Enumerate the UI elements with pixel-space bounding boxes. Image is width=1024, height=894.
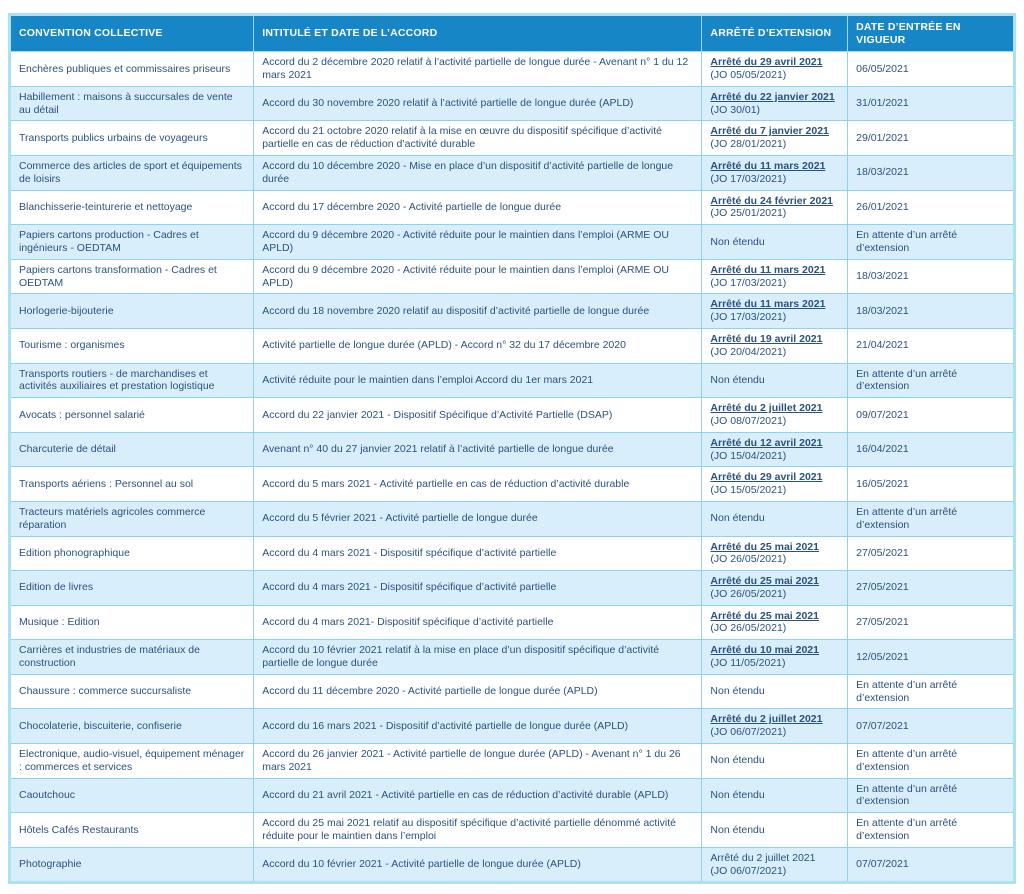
intitule-cell: Accord du 10 décembre 2020 - Mise en place d’un dispositif d’activité partielle de longue durée bbox=[254, 155, 702, 190]
convention-cell: Musique : Edition bbox=[10, 605, 254, 640]
table-row bbox=[10, 259, 1015, 294]
intitule-cell: Accord du 10 février 2021 relatif à la mise en place d’un dispositif spécifique d’activité partielle de longue durée bbox=[254, 640, 702, 675]
convention-cell: Charcuterie de détail bbox=[10, 432, 254, 467]
intitule-cell: Accord du 4 mars 2021 - Dispositif spécifique d’activité partielle bbox=[254, 536, 702, 571]
arrete-cell bbox=[702, 190, 848, 225]
table-row bbox=[10, 294, 1015, 329]
arrete-text: Non étendu bbox=[710, 685, 765, 698]
jo-publication-date: (JO 06/07/2021) bbox=[710, 864, 787, 877]
table-row bbox=[10, 847, 1015, 883]
convention-cell: Transports aériens : Personnel au sol bbox=[10, 467, 254, 502]
arrete-cell bbox=[702, 121, 848, 156]
date-vigueur-cell: En attente d’un arrêté d’extension bbox=[848, 813, 1015, 848]
date-vigueur-cell: 06/05/2021 bbox=[848, 52, 1015, 87]
jo-publication-date: (JO 17/03/2021) bbox=[710, 311, 787, 324]
arrete-link[interactable]: Arrêté du 10 mai 2021 bbox=[710, 644, 819, 657]
arrete-link[interactable]: Arrêté du 25 mai 2021 bbox=[710, 540, 819, 553]
arrete-cell bbox=[702, 744, 848, 779]
date-vigueur-cell: 27/05/2021 bbox=[848, 571, 1015, 606]
intitule-cell: Accord du 26 janvier 2021 - Activité partielle de longue durée (APLD) - Avenant n° 1 du 26 mars 2021 bbox=[254, 744, 702, 779]
intitule-cell: Activité réduite pour le maintien dans l’emploi Accord du 1er mars 2021 bbox=[254, 363, 702, 398]
arrete-link[interactable]: Arrêté du 29 avril 2021 bbox=[710, 471, 823, 484]
arrete-cell bbox=[702, 709, 848, 744]
jo-publication-date: (JO 25/01/2021) bbox=[710, 207, 787, 220]
table-row bbox=[10, 225, 1015, 260]
date-vigueur-cell: En attente d’un arrêté d’extension bbox=[848, 501, 1015, 536]
arrete-text: Arrêté du 2 juillet 2021 bbox=[710, 851, 816, 864]
convention-cell: Tracteurs matériels agricoles commerce réparation bbox=[10, 501, 254, 536]
table-row bbox=[10, 536, 1015, 571]
intitule-cell: Accord du 22 janvier 2021 - Dispositif Spécifique d’Activité Partielle (DSAP) bbox=[254, 398, 702, 433]
jo-publication-date: (JO 17/03/2021) bbox=[710, 276, 787, 289]
date-vigueur-cell: 27/05/2021 bbox=[848, 536, 1015, 571]
arrete-cell bbox=[702, 328, 848, 363]
date-vigueur-cell: 29/01/2021 bbox=[848, 121, 1015, 156]
arrete-link[interactable]: Arrêté du 22 janvier 2021 bbox=[710, 90, 835, 103]
convention-cell: Chaussure : commerce succursaliste bbox=[10, 674, 254, 709]
table-row bbox=[10, 121, 1015, 156]
arrete-cell bbox=[702, 363, 848, 398]
arrete-text: Non étendu bbox=[710, 823, 765, 836]
date-vigueur-cell: 27/05/2021 bbox=[848, 605, 1015, 640]
convention-cell: Edition phonographique bbox=[10, 536, 254, 571]
intitule-cell: Accord du 5 mars 2021 - Activité partielle en cas de réduction d’activité durable bbox=[254, 467, 702, 502]
arrete-link[interactable]: Arrêté du 19 avril 2021 bbox=[710, 332, 823, 345]
table-row bbox=[10, 501, 1015, 536]
convention-cell: Papiers cartons production - Cadres et ingénieurs - OEDTAM bbox=[10, 225, 254, 260]
jo-publication-date: (JO 06/07/2021) bbox=[710, 726, 787, 739]
convention-cell: Tourisme : organismes bbox=[10, 328, 254, 363]
jo-publication-date: (JO 15/04/2021) bbox=[710, 449, 787, 462]
convention-cell: Avocats : personnel salarié bbox=[10, 398, 254, 433]
intitule-cell: Accord du 21 octobre 2020 relatif à la mise en œuvre du dispositif spécifique d’activité partielle en cas de réduction d’activité durable bbox=[254, 121, 702, 156]
table-row bbox=[10, 432, 1015, 467]
date-vigueur-cell: 07/07/2021 bbox=[848, 847, 1015, 883]
date-vigueur-cell: 09/07/2021 bbox=[848, 398, 1015, 433]
arrete-cell bbox=[702, 467, 848, 502]
jo-publication-date: (JO 28/01/2021) bbox=[710, 138, 787, 151]
intitule-cell: Accord du 9 décembre 2020 - Activité réduite pour le maintien dans l’emploi (ARME OU APLD) bbox=[254, 259, 702, 294]
intitule-cell: Accord du 11 décembre 2020 - Activité partielle de longue durée (APLD) bbox=[254, 674, 702, 709]
table-row bbox=[10, 52, 1015, 87]
jo-publication-date: (JO 17/03/2021) bbox=[710, 172, 787, 185]
jo-publication-date: (JO 08/07/2021) bbox=[710, 414, 787, 427]
date-vigueur-cell: 18/03/2021 bbox=[848, 259, 1015, 294]
table-row bbox=[10, 744, 1015, 779]
arrete-link[interactable]: Arrêté du 2 juillet 2021 bbox=[710, 713, 823, 726]
arrete-cell bbox=[702, 813, 848, 848]
arrete-link[interactable]: Arrêté du 11 mars 2021 bbox=[710, 159, 826, 172]
column-header-convention-collective: CONVENTION COLLECTIVE bbox=[10, 15, 254, 52]
conventions-table bbox=[8, 13, 1016, 884]
intitule-cell: Accord du 4 mars 2021- Dispositif spécifique d’activité partielle bbox=[254, 605, 702, 640]
convention-cell: Transports routiers - de marchandises et activités auxiliaires et prestation logistique bbox=[10, 363, 254, 398]
date-vigueur-cell: En attente d’un arrêté d’extension bbox=[848, 225, 1015, 260]
arrete-cell bbox=[702, 778, 848, 813]
convention-cell: Caoutchouc bbox=[10, 778, 254, 813]
column-header-intitule-accord: INTITULÉ ET DATE DE L’ACCORD bbox=[254, 15, 702, 52]
table-row bbox=[10, 190, 1015, 225]
jo-publication-date: (JO 26/05/2021) bbox=[710, 553, 787, 566]
date-vigueur-cell: 18/03/2021 bbox=[848, 155, 1015, 190]
date-vigueur-cell: En attente d’un arrêté d’extension bbox=[848, 778, 1015, 813]
date-vigueur-cell: 07/07/2021 bbox=[848, 709, 1015, 744]
arrete-link[interactable]: Arrêté du 25 mai 2021 bbox=[710, 609, 819, 622]
table-row bbox=[10, 363, 1015, 398]
table-row bbox=[10, 328, 1015, 363]
arrete-cell bbox=[702, 155, 848, 190]
arrete-cell bbox=[702, 86, 848, 121]
intitule-cell: Accord du 18 novembre 2020 relatif au dispositif d’activité partielle de longue durée bbox=[254, 294, 702, 329]
arrete-cell bbox=[702, 432, 848, 467]
arrete-cell bbox=[702, 259, 848, 294]
arrete-cell bbox=[702, 398, 848, 433]
date-vigueur-cell: 18/03/2021 bbox=[848, 294, 1015, 329]
table-row bbox=[10, 674, 1015, 709]
table-row bbox=[10, 155, 1015, 190]
arrete-text: Non étendu bbox=[710, 754, 765, 767]
arrete-cell bbox=[702, 536, 848, 571]
convention-cell: Blanchisserie-teinturerie et nettoyage bbox=[10, 190, 254, 225]
intitule-cell: Accord du 4 mars 2021 - Dispositif spécifique d’activité partielle bbox=[254, 571, 702, 606]
date-vigueur-cell: 21/04/2021 bbox=[848, 328, 1015, 363]
arrete-cell bbox=[702, 225, 848, 260]
table-row bbox=[10, 398, 1015, 433]
arrete-cell bbox=[702, 294, 848, 329]
table-header-row bbox=[10, 15, 1015, 52]
intitule-cell: Accord du 25 mai 2021 relatif au dispositif spécifique d’activité partielle dénommé activité réduite pour le maintien dans l’emploi bbox=[254, 813, 702, 848]
intitule-cell: Avenant n° 40 du 27 janvier 2021 relatif à l’activité partielle de longue durée bbox=[254, 432, 702, 467]
intitule-cell: Accord du 9 décembre 2020 - Activité réduite pour le maintien dans l’emploi (ARME OU APLD) bbox=[254, 225, 702, 260]
jo-publication-date: (JO 30/01) bbox=[710, 103, 761, 116]
jo-publication-date: (JO 26/05/2021) bbox=[710, 587, 787, 600]
arrete-link[interactable]: Arrêté du 12 avril 2021 bbox=[710, 436, 823, 449]
table-row bbox=[10, 605, 1015, 640]
intitule-cell: Accord du 2 décembre 2020 relatif à l’activité partielle de longue durée - Avenant n° 1 du 12 mars 2021 bbox=[254, 52, 702, 87]
convention-cell: Edition de livres bbox=[10, 571, 254, 606]
arrete-cell bbox=[702, 52, 848, 87]
convention-cell: Papiers cartons transformation - Cadres et OEDTAM bbox=[10, 259, 254, 294]
column-header-date-vigueur: DATE D’ENTRÉE EN VIGUEUR bbox=[848, 15, 1015, 52]
intitule-cell: Accord du 30 novembre 2020 relatif à l’activité partielle de longue durée (APLD) bbox=[254, 86, 702, 121]
jo-publication-date: (JO 15/05/2021) bbox=[710, 484, 787, 497]
convention-cell: Chocolaterie, biscuiterie, confiserie bbox=[10, 709, 254, 744]
intitule-cell: Accord du 10 février 2021 - Activité partielle de longue durée (APLD) bbox=[254, 847, 702, 883]
arrete-cell bbox=[702, 640, 848, 675]
arrete-cell bbox=[702, 674, 848, 709]
date-vigueur-cell: En attente d’un arrêté d’extension bbox=[848, 744, 1015, 779]
date-vigueur-cell: En attente d’un arrêté d’extension bbox=[848, 363, 1015, 398]
convention-cell: Hôtels Cafés Restaurants bbox=[10, 813, 254, 848]
table-row bbox=[10, 86, 1015, 121]
arrete-text: Non étendu bbox=[710, 373, 765, 386]
convention-cell: Horlogerie-bijouterie bbox=[10, 294, 254, 329]
table-row bbox=[10, 640, 1015, 675]
arrete-cell bbox=[702, 847, 848, 883]
arrete-cell bbox=[702, 501, 848, 536]
intitule-cell: Accord du 21 avril 2021 - Activité partielle en cas de réduction d’activité durable (APLD) bbox=[254, 778, 702, 813]
convention-cell: Commerce des articles de sport et équipements de loisirs bbox=[10, 155, 254, 190]
arrete-link[interactable]: Arrêté du 11 mars 2021 bbox=[710, 263, 826, 276]
intitule-cell: Accord du 17 décembre 2020 - Activité partielle de longue durée bbox=[254, 190, 702, 225]
arrete-cell bbox=[702, 605, 848, 640]
table-row bbox=[10, 778, 1015, 813]
convention-cell: Habillement : maisons à succursales de vente au détail bbox=[10, 86, 254, 121]
arrete-link[interactable]: Arrêté du 29 avril 2021 bbox=[710, 56, 823, 69]
convention-cell: Enchères publiques et commissaires priseurs bbox=[10, 52, 254, 87]
date-vigueur-cell: 31/01/2021 bbox=[848, 86, 1015, 121]
jo-publication-date: (JO 20/04/2021) bbox=[710, 345, 787, 358]
convention-cell: Electronique, audio-visuel, équipement ménager : commerces et services bbox=[10, 744, 254, 779]
table-row bbox=[10, 813, 1015, 848]
arrete-link[interactable]: Arrêté du 7 janvier 2021 bbox=[710, 125, 829, 138]
date-vigueur-cell: 26/01/2021 bbox=[848, 190, 1015, 225]
date-vigueur-cell: 16/04/2021 bbox=[848, 432, 1015, 467]
date-vigueur-cell: 12/05/2021 bbox=[848, 640, 1015, 675]
convention-cell: Transports publics urbains de voyageurs bbox=[10, 121, 254, 156]
table-row bbox=[10, 709, 1015, 744]
arrete-link[interactable]: Arrêté du 11 mars 2021 bbox=[710, 298, 826, 311]
intitule-cell: Accord du 16 mars 2021 - Dispositif d’activité partielle de longue durée (APLD) bbox=[254, 709, 702, 744]
arrete-text: Non étendu bbox=[710, 512, 765, 525]
intitule-cell: Accord du 5 février 2021 - Activité partielle de longue durée bbox=[254, 501, 702, 536]
arrete-link[interactable]: Arrêté du 2 juillet 2021 bbox=[710, 402, 823, 415]
date-vigueur-cell: En attente d’un arrêté d’extension bbox=[848, 674, 1015, 709]
table-body bbox=[10, 52, 1015, 883]
arrete-text: Non étendu bbox=[710, 789, 765, 802]
convention-cell: Photographie bbox=[10, 847, 254, 883]
intitule-cell: Activité partielle de longue durée (APLD) - Accord n° 32 du 17 décembre 2020 bbox=[254, 328, 702, 363]
arrete-link[interactable]: Arrêté du 25 mai 2021 bbox=[710, 575, 819, 588]
column-header-arrete-extension: ARRÊTÉ D’EXTENSION bbox=[702, 15, 848, 52]
convention-cell: Carrières et industries de matériaux de construction bbox=[10, 640, 254, 675]
table-row bbox=[10, 571, 1015, 606]
arrete-cell bbox=[702, 571, 848, 606]
jo-publication-date: (JO 11/05/2021) bbox=[710, 657, 786, 670]
jo-publication-date: (JO 05/05/2021) bbox=[710, 68, 787, 81]
arrete-link[interactable]: Arrêté du 24 février 2021 bbox=[710, 194, 833, 207]
jo-publication-date: (JO 26/05/2021) bbox=[710, 622, 787, 635]
table-row bbox=[10, 467, 1015, 502]
arrete-text: Non étendu bbox=[710, 235, 765, 248]
date-vigueur-cell: 16/05/2021 bbox=[848, 467, 1015, 502]
